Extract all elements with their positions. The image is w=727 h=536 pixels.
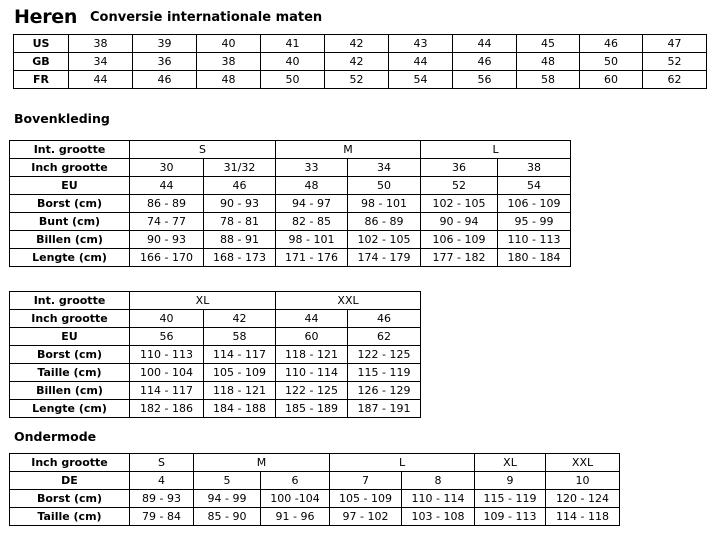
row-label: Borst (cm) <box>10 346 130 364</box>
cell: 60 <box>276 328 348 346</box>
cell: 40 <box>261 53 325 71</box>
cell: 90 - 93 <box>130 231 204 249</box>
cell: 44 <box>276 310 348 328</box>
cell: 52 <box>421 177 498 195</box>
row-label: Billen (cm) <box>10 382 130 400</box>
cell: 171 - 176 <box>276 249 348 267</box>
cell: 38 <box>69 35 133 53</box>
cell: 85 - 90 <box>194 508 261 526</box>
cell: 56 <box>453 71 517 89</box>
cell: 90 - 94 <box>421 213 498 231</box>
cell: 114 - 118 <box>546 508 620 526</box>
cell: 46 <box>348 310 421 328</box>
row-label: Inch grootte <box>10 310 130 328</box>
cell: 102 - 105 <box>348 231 421 249</box>
cell: 115 - 119 <box>475 490 546 508</box>
cell: 95 - 99 <box>498 213 571 231</box>
cell: 114 - 117 <box>204 346 276 364</box>
table-row <box>10 141 571 159</box>
cell: 58 <box>204 328 276 346</box>
cell: 90 - 93 <box>204 195 276 213</box>
cell: 182 - 186 <box>130 400 204 418</box>
table-row <box>10 159 571 177</box>
cell: 105 - 109 <box>204 364 276 382</box>
cell: 42 <box>204 310 276 328</box>
cell: 38 <box>197 53 261 71</box>
cell: 30 <box>130 159 204 177</box>
cell: 46 <box>580 35 643 53</box>
cell: 100 - 104 <box>130 364 204 382</box>
cell: 47 <box>643 35 707 53</box>
cell: 46 <box>204 177 276 195</box>
row-label: Taille (cm) <box>10 364 130 382</box>
cell: 60 <box>580 71 643 89</box>
size-group-s: S <box>130 454 194 472</box>
cell: 110 - 114 <box>402 490 475 508</box>
size-group-xxl: XXL <box>276 292 421 310</box>
cell: 42 <box>325 53 389 71</box>
row-label: Lengte (cm) <box>10 249 130 267</box>
int-size-label: Int. grootte <box>10 141 130 159</box>
cell: 100 -104 <box>261 490 330 508</box>
bovenkleding-table-1 <box>9 140 571 267</box>
ondermode-table <box>9 453 620 526</box>
cell: 46 <box>453 53 517 71</box>
table-row <box>10 177 571 195</box>
size-group-l: L <box>421 141 571 159</box>
row-label: Borst (cm) <box>10 490 130 508</box>
cell: 103 - 108 <box>402 508 475 526</box>
table-row <box>10 292 421 310</box>
cell: 48 <box>276 177 348 195</box>
cell: 48 <box>517 53 580 71</box>
cell: 98 - 101 <box>348 195 421 213</box>
size-group-s: S <box>130 141 276 159</box>
cell: 44 <box>130 177 204 195</box>
cell: 177 - 182 <box>421 249 498 267</box>
size-group-xxl: XXL <box>546 454 620 472</box>
cell: 79 - 84 <box>130 508 194 526</box>
cell: 50 <box>348 177 421 195</box>
cell: 39 <box>133 35 197 53</box>
cell: 97 - 102 <box>330 508 402 526</box>
row-label: Bunt (cm) <box>10 213 130 231</box>
cell: 122 - 125 <box>348 346 421 364</box>
cell: 4 <box>130 472 194 490</box>
cell: 110 - 114 <box>276 364 348 382</box>
cell: 36 <box>421 159 498 177</box>
cell: 115 - 119 <box>348 364 421 382</box>
table-row <box>10 364 421 382</box>
cell: 48 <box>197 71 261 89</box>
cell: 44 <box>453 35 517 53</box>
cell: 110 - 113 <box>498 231 571 249</box>
bovenkleding-table-2 <box>9 291 421 418</box>
table-row <box>14 35 707 53</box>
cell: 42 <box>325 35 389 53</box>
cell: 78 - 81 <box>204 213 276 231</box>
cell: 94 - 99 <box>194 490 261 508</box>
cell: 6 <box>261 472 330 490</box>
cell: 5 <box>194 472 261 490</box>
table-row <box>10 328 421 346</box>
table-row <box>10 382 421 400</box>
cell: 52 <box>325 71 389 89</box>
cell: 41 <box>261 35 325 53</box>
cell: 82 - 85 <box>276 213 348 231</box>
table-row <box>10 213 571 231</box>
cell: 168 - 173 <box>204 249 276 267</box>
int-size-label: Int. grootte <box>10 292 130 310</box>
table-row <box>10 346 421 364</box>
table-row <box>10 508 620 526</box>
cell: 31/32 <box>204 159 276 177</box>
page-subtitle: Conversie internationale maten <box>90 10 323 25</box>
cell: 52 <box>643 53 707 71</box>
cell: 118 - 121 <box>276 346 348 364</box>
table-row <box>10 454 620 472</box>
cell: 91 - 96 <box>261 508 330 526</box>
cell: 88 - 91 <box>204 231 276 249</box>
cell: 50 <box>261 71 325 89</box>
cell: 54 <box>389 71 453 89</box>
cell: 114 - 117 <box>130 382 204 400</box>
size-group-m: M <box>194 454 330 472</box>
cell: 54 <box>498 177 571 195</box>
cell: 166 - 170 <box>130 249 204 267</box>
size-group-xl: XL <box>130 292 276 310</box>
table-row <box>10 195 571 213</box>
cell: 43 <box>389 35 453 53</box>
cell: 180 - 184 <box>498 249 571 267</box>
cell: 187 - 191 <box>348 400 421 418</box>
cell: 46 <box>133 71 197 89</box>
cell: 185 - 189 <box>276 400 348 418</box>
cell: 50 <box>580 53 643 71</box>
row-label: Borst (cm) <box>10 195 130 213</box>
cell: 38 <box>498 159 571 177</box>
cell: 120 - 124 <box>546 490 620 508</box>
cell: 58 <box>517 71 580 89</box>
section-title-ondermode: Ondermode <box>14 429 97 444</box>
cell: 44 <box>389 53 453 71</box>
cell: 86 - 89 <box>130 195 204 213</box>
cell: 106 - 109 <box>421 231 498 249</box>
row-label: Billen (cm) <box>10 231 130 249</box>
cell: 7 <box>330 472 402 490</box>
size-group-l: L <box>330 454 475 472</box>
cell: 62 <box>348 328 421 346</box>
table-row <box>14 53 707 71</box>
cell: 118 - 121 <box>204 382 276 400</box>
cell: 56 <box>130 328 204 346</box>
cell: 36 <box>133 53 197 71</box>
cell: 44 <box>69 71 133 89</box>
row-label: Lengte (cm) <box>10 400 130 418</box>
size-group-m: M <box>276 141 421 159</box>
cell: 110 - 113 <box>130 346 204 364</box>
section-title-bovenkleding: Bovenkleding <box>14 111 110 126</box>
cell: 40 <box>197 35 261 53</box>
row-label-fr: FR <box>14 71 69 89</box>
row-label-us: US <box>14 35 69 53</box>
cell: 33 <box>276 159 348 177</box>
row-label: DE <box>10 472 130 490</box>
cell: 122 - 125 <box>276 382 348 400</box>
row-label: EU <box>10 328 130 346</box>
table-row <box>10 231 571 249</box>
size-group-xl: XL <box>475 454 546 472</box>
page-title: Heren <box>14 6 78 28</box>
cell: 102 - 105 <box>421 195 498 213</box>
cell: 34 <box>348 159 421 177</box>
cell: 89 - 93 <box>130 490 194 508</box>
cell: 105 - 109 <box>330 490 402 508</box>
row-label-gb: GB <box>14 53 69 71</box>
cell: 74 - 77 <box>130 213 204 231</box>
table-row <box>10 249 571 267</box>
table-row <box>10 310 421 328</box>
cell: 86 - 89 <box>348 213 421 231</box>
row-label: Taille (cm) <box>10 508 130 526</box>
table-row <box>14 71 707 89</box>
row-label: EU <box>10 177 130 195</box>
cell: 109 - 113 <box>475 508 546 526</box>
cell: 62 <box>643 71 707 89</box>
cell: 45 <box>517 35 580 53</box>
table-row <box>10 472 620 490</box>
cell: 98 - 101 <box>276 231 348 249</box>
cell: 106 - 109 <box>498 195 571 213</box>
cell: 40 <box>130 310 204 328</box>
cell: 10 <box>546 472 620 490</box>
cell: 126 - 129 <box>348 382 421 400</box>
cell: 184 - 188 <box>204 400 276 418</box>
inch-size-label: Inch grootte <box>10 454 130 472</box>
cell: 8 <box>402 472 475 490</box>
cell: 174 - 179 <box>348 249 421 267</box>
cell: 34 <box>69 53 133 71</box>
table-row <box>10 400 421 418</box>
cell: 9 <box>475 472 546 490</box>
conversion-table <box>13 34 707 89</box>
row-label: Inch grootte <box>10 159 130 177</box>
cell: 94 - 97 <box>276 195 348 213</box>
table-row <box>10 490 620 508</box>
